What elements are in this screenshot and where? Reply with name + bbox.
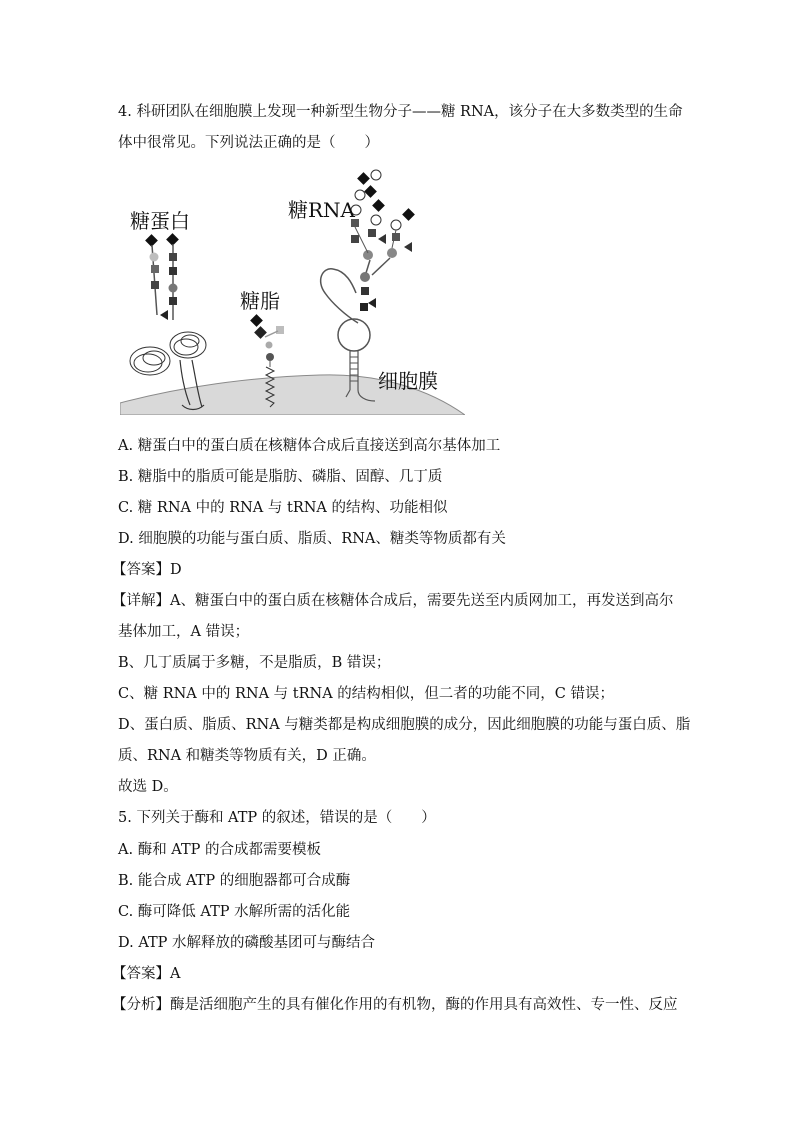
q5-option-a: A. 酶和 ATP 的合成都需要模板 <box>118 842 322 858</box>
q5-option-c: C. 酶可降低 ATP 水解所需的活化能 <box>118 904 351 920</box>
q5-option-b: B. 能合成 ATP 的细胞器都可合成酶 <box>118 873 351 889</box>
q5-answer: 【答案】A <box>112 966 181 982</box>
q5-option-d: D. ATP 水解释放的磷酸基团可与酶结合 <box>118 935 376 951</box>
q4-option-d: D. 细胞膜的功能与蛋白质、脂质、RNA、糖类等物质都有关 <box>118 531 506 547</box>
q4-explain-line1: 【详解】A、糖蛋白中的蛋白质在核糖体合成后，需要先送至内质网加工，再发送到高尔 <box>112 593 674 609</box>
q4-explain-line2: 基体加工，A 错误； <box>118 624 250 640</box>
q4-explain-line6: 质、RNA 和糖类等物质有关，D 正确。 <box>118 748 376 764</box>
q4-answer: 【答案】D <box>112 562 182 578</box>
label-membrane: 细胞膜 <box>378 369 438 393</box>
label-glycolipid: 糖脂 <box>240 289 280 313</box>
q5-stem: 5. 下列关于酶和 ATP 的叙述，错误的是（ ） <box>118 810 436 826</box>
q4-option-a: A. 糖蛋白中的蛋白质在核糖体合成后直接送到高尔基体加工 <box>118 438 501 454</box>
q5-analysis: 【分析】酶是活细胞产生的具有催化作用的有机物，酶的作用具有高效性、专一性、反应 <box>112 997 678 1013</box>
q4-stem-line1: 4. 科研团队在细胞膜上发现一种新型生物分子——糖 RNA，该分子在大多数类型的生命 <box>118 104 683 120</box>
q4-stem-line2: 体中很常见。下列说法正确的是（ ） <box>118 135 379 151</box>
q4-explain-line4: C、糖 RNA 中的 RNA 与 tRNA 的结构相似，但二者的功能不同，C 错误； <box>118 686 615 702</box>
q4-explain-line5: D、蛋白质、脂质、RNA 与糖类都是构成细胞膜的成分，因此细胞膜的功能与蛋白质、脂 <box>118 717 691 733</box>
membrane-diagram <box>120 165 465 415</box>
label-glycorna: 糖RNA <box>288 198 356 222</box>
q4-option-c: C. 糖 RNA 中的 RNA 与 tRNA 的结构、功能相似 <box>118 500 448 516</box>
glyco-molecules-figure <box>120 165 465 415</box>
glycoprotein-chain <box>130 233 206 409</box>
label-glycoprotein: 糖蛋白 <box>130 209 190 233</box>
q4-option-b: B. 糖脂中的脂质可能是脂肪、磷脂、固醇、几丁质 <box>118 469 443 485</box>
q4-explain-line7: 故选 D。 <box>118 779 178 795</box>
q4-explain-line3: B、几丁质属于多糖，不是脂质，B 错误； <box>118 655 391 671</box>
